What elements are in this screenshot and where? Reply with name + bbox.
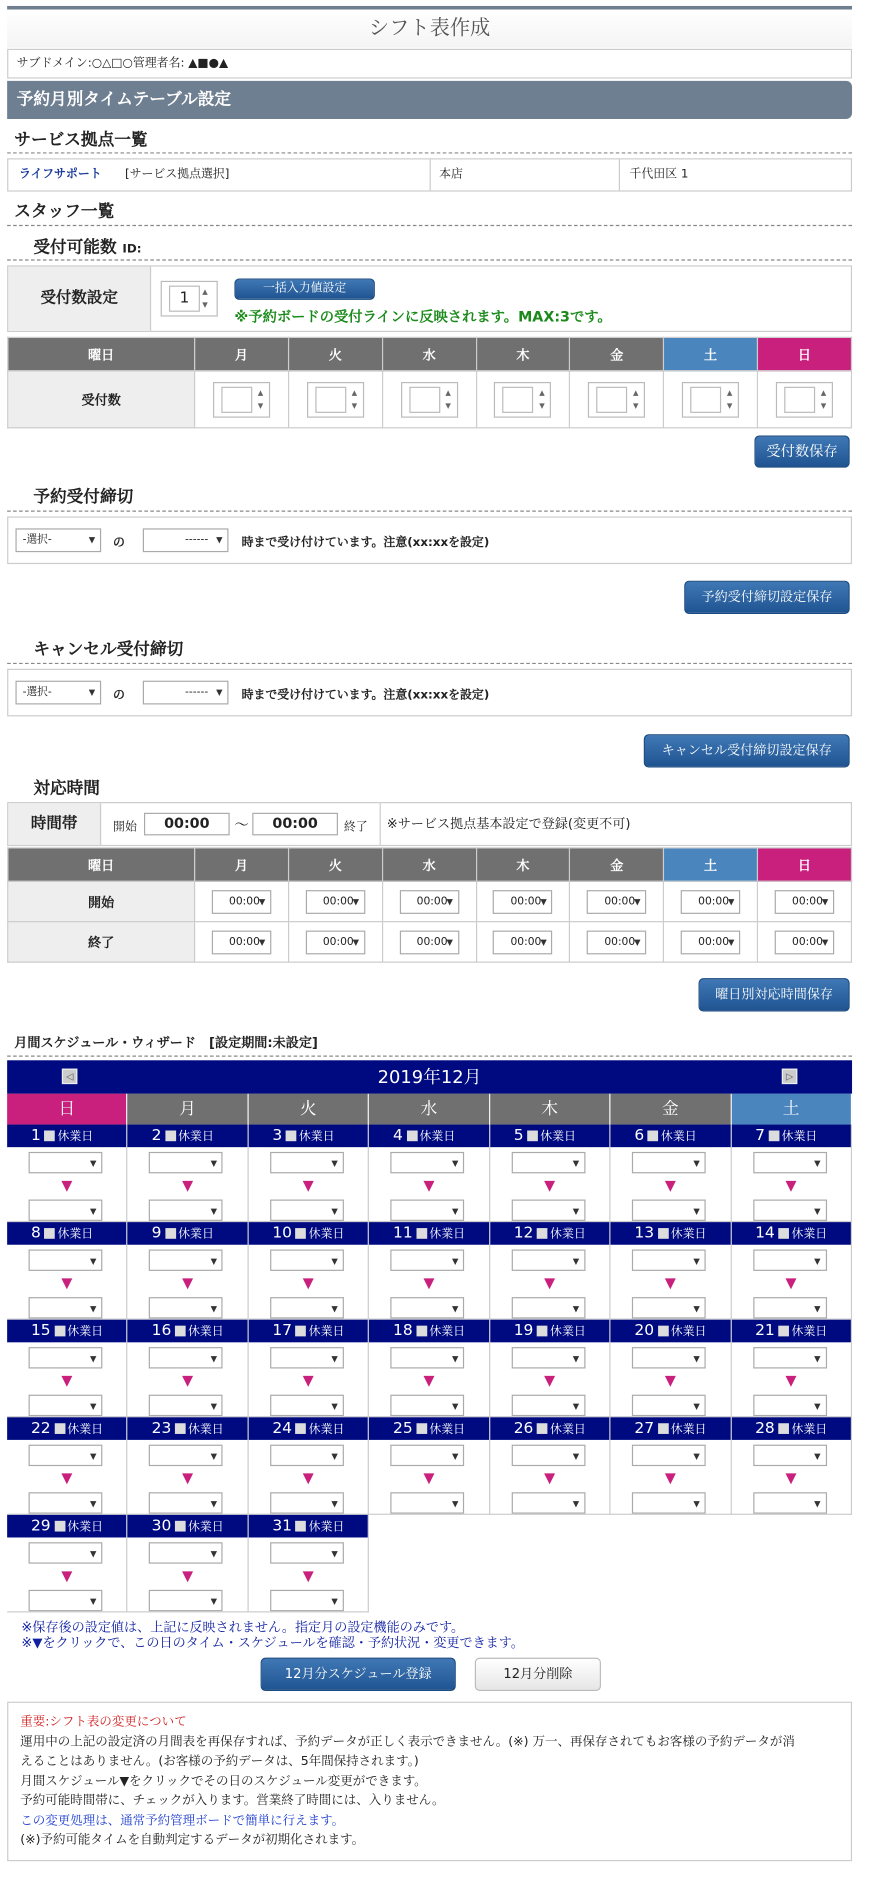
delete-schedule-button[interactable]: 12月分削除: [475, 1658, 601, 1691]
day-schedule-icon[interactable]: ▼: [544, 1274, 556, 1292]
calendar-day: 17 休業日 ▼ ▼ ▼: [249, 1320, 370, 1418]
reserve-deadline-save-button[interactable]: 予約受付締切設定保存: [684, 581, 849, 614]
day-start-select[interactable]: [149, 1347, 223, 1368]
day-end-select[interactable]: [29, 1297, 103, 1318]
capacity-heading: 受付可能数 ID:: [33, 238, 142, 258]
service-heading: サービス拠点一覧: [14, 130, 148, 150]
cancel-deadline-row: -選択- ▼ の ------ ▼ 時まで受け付けています。注意(xx:xxを設定): [7, 669, 852, 717]
calendar-day: 25 休業日 ▼ ▼ ▼: [369, 1417, 490, 1515]
end-sat-select[interactable]: 00:00 ▼: [681, 930, 741, 954]
day-end-select[interactable]: [149, 1200, 223, 1221]
holiday-checkbox[interactable]: [416, 1423, 427, 1434]
day-end-select[interactable]: [391, 1492, 465, 1513]
calendar-day: 19 休業日 ▼ ▼ ▼: [490, 1320, 611, 1418]
day-schedule-icon[interactable]: ▼: [664, 1176, 676, 1194]
day-start-select[interactable]: [632, 1347, 706, 1368]
holiday-checkbox[interactable]: [769, 1131, 780, 1142]
day-start-select[interactable]: [149, 1250, 223, 1271]
hours-table: 曜日 月 火 水 木 金 土 日 開始 00:00 ▼ 00:00 ▼ 00:00 ▼ 00:00 ▼ 00:00 ▼ 00:00 ▼ 00:00 ▼ 終了 00:00 ▼ 00:00 ▼ 00:00 ▼ 00:00 ▼ 00:00 ▼ 00:00 ▼ 00:00 ▼: [7, 847, 852, 962]
calendar-day: 2 休業日 ▼ ▼ ▼: [128, 1125, 249, 1223]
weekday-header: 木: [490, 1094, 611, 1125]
calendar-day: 4 休業日 ▼ ▼ ▼: [369, 1125, 490, 1223]
day-number: 16: [151, 1322, 172, 1340]
capacity-setting: [7, 265, 852, 332]
capacity-sun[interactable]: ▲ ▼: [776, 381, 833, 417]
holiday-checkbox[interactable]: [44, 1131, 55, 1142]
day-number: 17: [272, 1322, 293, 1340]
calendar-day: 15 休業日 ▼ ▼ ▼: [7, 1320, 128, 1418]
weekday-header: 金: [611, 1094, 732, 1125]
day-end-select[interactable]: [632, 1395, 706, 1416]
day-end-select[interactable]: [511, 1297, 585, 1318]
holiday-checkbox[interactable]: [658, 1423, 669, 1434]
day-number: 12: [513, 1224, 534, 1243]
day-schedule-icon[interactable]: ▼: [182, 1567, 194, 1584]
day-end-select[interactable]: [753, 1297, 827, 1318]
day-number: 11: [393, 1224, 413, 1243]
day-end-select[interactable]: [149, 1395, 223, 1416]
day-schedule-icon[interactable]: ▼: [664, 1274, 676, 1292]
day-start-select[interactable]: [149, 1542, 223, 1563]
holiday-checkbox[interactable]: [286, 1131, 297, 1142]
day-start-select[interactable]: [270, 1445, 344, 1466]
day-end-select[interactable]: [270, 1297, 344, 1318]
day-schedule-icon[interactable]: ▼: [785, 1274, 797, 1292]
cancel-deadline-save-button[interactable]: キャンセル受付締切設定保存: [644, 734, 850, 767]
calendar-day: 10 休業日 ▼ ▼ ▼: [249, 1222, 370, 1320]
calendar-day: 1 休業日 ▼ ▼ ▼: [7, 1125, 128, 1223]
calendar-day: 5 休業日 ▼ ▼ ▼: [490, 1125, 611, 1223]
day-schedule-icon[interactable]: ▼: [61, 1469, 73, 1487]
capacity-note: ※予約ボードの受付ラインに反映されます。MAX:3です。: [234, 308, 612, 325]
note-1: ※保存後の設定値は、上記に反映されません。指定月の設定機能のみです。: [21, 1619, 465, 1636]
day-schedule-icon[interactable]: ▼: [544, 1372, 556, 1389]
day-start-select[interactable]: [753, 1347, 827, 1368]
calendar-day: 7 休業日 ▼ ▼ ▼: [731, 1125, 852, 1223]
day-number: 21: [755, 1322, 775, 1340]
day-schedule-icon[interactable]: ▼: [61, 1567, 73, 1584]
day-end-select[interactable]: [391, 1297, 465, 1318]
holiday-checkbox[interactable]: [54, 1326, 65, 1337]
day-end-select[interactable]: [29, 1492, 103, 1513]
cancel-day-select[interactable]: -選択- ▼: [15, 681, 101, 705]
holiday-checkbox[interactable]: [416, 1228, 427, 1239]
holiday-checkbox[interactable]: [527, 1131, 538, 1142]
holiday-checkbox[interactable]: [537, 1326, 548, 1337]
capacity-stepper[interactable]: 1 ▲ ▼: [161, 281, 218, 317]
day-schedule-icon[interactable]: ▼: [302, 1176, 314, 1194]
day-start-select[interactable]: [632, 1250, 706, 1271]
day-number: 1: [30, 1126, 41, 1145]
holiday-checkbox[interactable]: [296, 1326, 307, 1337]
holiday-checkbox[interactable]: [44, 1228, 55, 1239]
day-schedule-icon[interactable]: ▼: [664, 1372, 676, 1389]
day-end-select[interactable]: [29, 1200, 103, 1221]
weekday-header: 水: [369, 1094, 490, 1125]
day-end-select[interactable]: [753, 1200, 827, 1221]
day-number: 9: [151, 1224, 162, 1243]
holiday-checkbox[interactable]: [658, 1326, 669, 1337]
day-schedule-icon[interactable]: ▼: [61, 1274, 73, 1292]
day-schedule-icon[interactable]: ▼: [544, 1469, 556, 1487]
day-start-select[interactable]: [391, 1347, 465, 1368]
day-end-select[interactable]: [753, 1492, 827, 1513]
hours-save-button[interactable]: 曜日別対応時間保存: [699, 978, 850, 1011]
day-schedule-icon[interactable]: ▼: [423, 1469, 435, 1487]
day-schedule-icon[interactable]: ▼: [182, 1176, 194, 1194]
day-start-select[interactable]: [270, 1347, 344, 1368]
day-number: 26: [513, 1419, 534, 1438]
day-number: 14: [755, 1224, 775, 1243]
capacity-thu[interactable]: ▲ ▼: [494, 381, 551, 417]
weekday-header: 火: [249, 1094, 370, 1125]
day-start-select[interactable]: [632, 1445, 706, 1466]
calendar-day: 18 休業日 ▼ ▼ ▼: [369, 1320, 490, 1418]
bulk-set-button[interactable]: 一括入力値設定: [234, 278, 374, 299]
day-number: 13: [634, 1224, 655, 1243]
day-start-select[interactable]: [753, 1445, 827, 1466]
capacity-table: 曜日 月 火 水 木 金 土 日 受付数 ▲ ▼ ▲ ▼ ▲ ▼ ▲ ▼ ▲ ▼ ▲ ▼ ▲ ▼: [7, 337, 852, 429]
day-number: 18: [393, 1322, 413, 1340]
day-start-select[interactable]: [29, 1445, 103, 1466]
service-select-link[interactable]: [サービス拠点選択]: [124, 167, 230, 181]
day-start-select[interactable]: [391, 1445, 465, 1466]
day-number: 20: [634, 1322, 655, 1340]
calendar-day: 8 休業日 ▼ ▼ ▼: [7, 1222, 128, 1320]
weekday-header: 土: [731, 1094, 852, 1125]
holiday-checkbox[interactable]: [416, 1326, 427, 1337]
day-schedule-icon[interactable]: ▼: [61, 1176, 73, 1194]
day-start-select[interactable]: [270, 1250, 344, 1271]
day-start-select[interactable]: [511, 1347, 585, 1368]
day-start-select[interactable]: [270, 1542, 344, 1563]
end-mon-select[interactable]: 00:00 ▼: [212, 930, 272, 954]
holiday-checkbox[interactable]: [778, 1326, 789, 1337]
day-schedule-icon[interactable]: ▼: [423, 1176, 435, 1194]
day-start-select[interactable]: [511, 1445, 585, 1466]
holiday-checkbox[interactable]: [175, 1521, 186, 1532]
day-number: 7: [755, 1126, 765, 1145]
calendar-day: 30 休業日 ▼ ▼ ▼: [128, 1515, 249, 1613]
day-start-select[interactable]: [391, 1152, 465, 1173]
day-schedule-icon[interactable]: ▼: [785, 1372, 797, 1389]
start-mon-select[interactable]: 00:00 ▼: [212, 890, 272, 914]
capacity-tue[interactable]: ▲ ▼: [307, 381, 364, 417]
address: 千代田区 1: [629, 167, 689, 181]
subdomain-info: サブドメイン:○△□○管理者名: ▲■●▲: [7, 49, 852, 79]
day-end-select[interactable]: [270, 1395, 344, 1416]
holiday-checkbox[interactable]: [537, 1423, 548, 1434]
holiday-checkbox[interactable]: [165, 1228, 176, 1239]
next-month-icon[interactable]: ▷: [782, 1069, 797, 1084]
holiday-checkbox[interactable]: [296, 1228, 307, 1239]
day-schedule-icon[interactable]: ▼: [182, 1274, 194, 1292]
calendar-day: 12 休業日 ▼ ▼ ▼: [490, 1222, 611, 1320]
calendar-day: 27 休業日 ▼ ▼ ▼: [611, 1417, 732, 1515]
calendar-day: 31 休業日 ▼ ▼ ▼: [249, 1515, 370, 1613]
day-end-select[interactable]: [511, 1395, 585, 1416]
day-start-select[interactable]: [753, 1250, 827, 1271]
day-number: 8: [30, 1224, 41, 1243]
day-start-select[interactable]: [149, 1152, 223, 1173]
day-schedule-icon[interactable]: ▼: [61, 1372, 73, 1389]
day-number: 10: [272, 1224, 293, 1243]
register-schedule-button[interactable]: 12月分スケジュール登録: [261, 1658, 456, 1691]
day-number: 4: [393, 1126, 403, 1145]
day-start-select[interactable]: [511, 1250, 585, 1271]
holiday-checkbox[interactable]: [658, 1228, 669, 1239]
day-number: 27: [634, 1419, 655, 1438]
holiday-checkbox[interactable]: [778, 1423, 789, 1434]
holiday-checkbox[interactable]: [648, 1131, 659, 1142]
day-number: 19: [513, 1322, 534, 1340]
day-schedule-icon[interactable]: ▼: [785, 1469, 797, 1487]
start-sat-select[interactable]: 00:00 ▼: [681, 890, 741, 914]
calendar-day: 14 休業日 ▼ ▼ ▼: [731, 1222, 852, 1320]
calendar-month: 2019年12月: [377, 1066, 482, 1088]
day-schedule-icon[interactable]: ▼: [664, 1469, 676, 1487]
end-sun-select[interactable]: 00:00 ▼: [775, 930, 835, 954]
calendar-day: 16 休業日 ▼ ▼ ▼: [128, 1320, 249, 1418]
day-number: 24: [272, 1419, 293, 1438]
reserve-time-select[interactable]: ------ ▼: [143, 528, 229, 552]
important-notice: 重要:シフト表の変更について 運用中の上記の設定済の月間表を再保存すれば、予約データが正しく表示できません。(※) 万一、再保存されてもお客様の予約データが消 えることはありません。(お客様の予約データは、5年間保持されます。) 月間スケジュール▼をクリックでその日のスケジュール変更ができます。 予約可能時間帯に、チェックが入ります。営業終了時間には、入りません。 この変更処理は、通常予約管理ボードで簡単に行えます。 (※)予約可能タイムを自動判定するデータが初期化されます。: [7, 1702, 852, 1861]
calendar-day: 22 休業日 ▼ ▼ ▼: [7, 1417, 128, 1515]
capacity-save-button[interactable]: 受付数保存: [754, 436, 849, 468]
calendar-day: 28 休業日 ▼ ▼ ▼: [731, 1417, 852, 1515]
day-end-select[interactable]: [511, 1200, 585, 1221]
holiday-checkbox[interactable]: [175, 1423, 186, 1434]
day-end-select[interactable]: [149, 1297, 223, 1318]
start-thu-select[interactable]: 00:00 ▼: [493, 890, 552, 914]
staff-heading: スタッフ一覧: [14, 202, 115, 222]
start-time-input[interactable]: 00:00: [144, 813, 230, 836]
end-thu-select[interactable]: 00:00 ▼: [493, 930, 552, 954]
holiday-checkbox[interactable]: [778, 1228, 789, 1239]
holiday-checkbox[interactable]: [296, 1423, 307, 1434]
day-schedule-icon[interactable]: ▼: [302, 1372, 314, 1389]
day-start-select[interactable]: [753, 1152, 827, 1173]
section-title: 予約月別タイムテーブル設定: [7, 81, 852, 119]
cancel-time-select[interactable]: ------ ▼: [143, 681, 229, 705]
start-fri-select[interactable]: 00:00 ▼: [587, 890, 647, 914]
calendar-day: 11 休業日 ▼ ▼ ▼: [369, 1222, 490, 1320]
day-end-select[interactable]: [29, 1590, 103, 1611]
hours-heading: 対応時間: [33, 779, 100, 799]
day-end-select[interactable]: [149, 1590, 223, 1611]
day-schedule-icon[interactable]: ▼: [302, 1469, 314, 1487]
day-end-select[interactable]: [149, 1492, 223, 1513]
day-start-select[interactable]: [29, 1347, 103, 1368]
calendar-day: 29 休業日 ▼ ▼ ▼: [7, 1515, 128, 1613]
day-number: 29: [30, 1517, 51, 1536]
holiday-checkbox[interactable]: [537, 1228, 548, 1239]
reserve-deadline-row: -選択- ▼ の ------ ▼ 時まで受け付けています。注意(xx:xxを設定): [7, 516, 852, 564]
day-start-select[interactable]: [29, 1152, 103, 1173]
day-number: 15: [30, 1322, 51, 1340]
calendar-day: 6 休業日 ▼ ▼ ▼: [611, 1125, 732, 1223]
capacity-sat[interactable]: ▲ ▼: [682, 381, 739, 417]
capacity-fri[interactable]: ▲ ▼: [588, 381, 645, 417]
day-schedule-icon[interactable]: ▼: [302, 1567, 314, 1584]
cancel-deadline-heading: キャンセル受付締切: [33, 640, 184, 660]
holiday-checkbox[interactable]: [406, 1131, 417, 1142]
day-start-select[interactable]: [29, 1542, 103, 1563]
capacity-mon[interactable]: ▲ ▼: [213, 381, 270, 417]
calendar: [7, 1060, 852, 1612]
prev-month-icon[interactable]: ◁: [62, 1069, 77, 1084]
day-number: 23: [151, 1419, 172, 1438]
day-schedule-icon[interactable]: ▼: [182, 1372, 194, 1389]
day-number: 30: [151, 1517, 172, 1536]
hours-note: ※サービス拠点基本設定で登録(変更不可): [386, 816, 631, 832]
day-number: 25: [393, 1419, 413, 1438]
calendar-day: 23 休業日 ▼ ▼ ▼: [128, 1417, 249, 1515]
day-schedule-icon[interactable]: ▼: [423, 1372, 435, 1389]
day-number: 2: [151, 1126, 162, 1145]
day-schedule-icon[interactable]: ▼: [423, 1274, 435, 1292]
end-time-input[interactable]: 00:00: [252, 813, 338, 836]
day-end-select[interactable]: [753, 1395, 827, 1416]
day-end-select[interactable]: [632, 1492, 706, 1513]
day-schedule-icon[interactable]: ▼: [302, 1274, 314, 1292]
branch-name: 本店: [439, 167, 463, 181]
note-2: ※▼をクリックで、この日のタイム・スケジュールを確認・予約状況・変更できます。: [21, 1635, 524, 1651]
reserve-deadline-heading: 予約受付締切: [33, 487, 134, 507]
calendar-day: 24 休業日 ▼ ▼ ▼: [249, 1417, 370, 1515]
holiday-checkbox[interactable]: [54, 1521, 65, 1532]
weekday-header: 月: [128, 1094, 249, 1125]
wizard-heading: 月間スケジュール・ウィザード [設定期間:未設定]: [14, 1035, 318, 1051]
calendar-day: 20 休業日 ▼ ▼ ▼: [611, 1320, 732, 1418]
service-name-link[interactable]: ライフサポート: [19, 167, 102, 181]
day-number: 3: [272, 1126, 283, 1145]
day-start-select[interactable]: [511, 1152, 585, 1173]
reserve-day-select[interactable]: -選択- ▼: [15, 528, 101, 552]
day-end-select[interactable]: [391, 1200, 465, 1221]
day-start-select[interactable]: [29, 1250, 103, 1271]
day-number: 6: [634, 1126, 645, 1145]
capacity-setting-label: 受付数設定: [8, 267, 151, 331]
day-number: 22: [30, 1419, 51, 1438]
holiday-checkbox[interactable]: [175, 1326, 186, 1337]
day-end-select[interactable]: [270, 1590, 344, 1611]
calendar-day: 13 休業日 ▼ ▼ ▼: [611, 1222, 732, 1320]
end-fri-select[interactable]: 00:00 ▼: [587, 930, 647, 954]
calendar-day: 9 休業日 ▼ ▼ ▼: [128, 1222, 249, 1320]
weekday-header: 日: [7, 1094, 128, 1125]
capacity-wed[interactable]: ▲ ▼: [401, 381, 458, 417]
day-number: 5: [513, 1126, 524, 1145]
day-end-select[interactable]: [391, 1395, 465, 1416]
holiday-checkbox[interactable]: [54, 1423, 65, 1434]
day-schedule-icon[interactable]: ▼: [785, 1176, 797, 1194]
start-tue-select[interactable]: 00:00 ▼: [306, 890, 366, 914]
page-title: シフト表作成: [7, 6, 852, 48]
hours-row: 時間帯 開始 00:00 〜 00:00 終了 ※サービス拠点基本設定で登録(変更不可): [7, 802, 852, 846]
end-tue-select[interactable]: 00:00 ▼: [306, 930, 366, 954]
day-end-select[interactable]: [270, 1200, 344, 1221]
start-wed-select[interactable]: 00:00 ▼: [399, 890, 459, 914]
day-start-select[interactable]: [270, 1152, 344, 1173]
start-sun-select[interactable]: 00:00 ▼: [775, 890, 835, 914]
day-number: 31: [272, 1517, 293, 1536]
day-start-select[interactable]: [391, 1250, 465, 1271]
day-end-select[interactable]: [270, 1492, 344, 1513]
day-end-select[interactable]: [29, 1395, 103, 1416]
day-start-select[interactable]: [632, 1152, 706, 1173]
day-schedule-icon[interactable]: ▼: [544, 1176, 556, 1194]
holiday-checkbox[interactable]: [296, 1521, 307, 1532]
calendar-day: 26 休業日 ▼ ▼ ▼: [490, 1417, 611, 1515]
day-end-select[interactable]: [632, 1200, 706, 1221]
day-start-select[interactable]: [149, 1445, 223, 1466]
day-schedule-icon[interactable]: ▼: [182, 1469, 194, 1487]
day-end-select[interactable]: [511, 1492, 585, 1513]
service-row: [7, 158, 852, 191]
holiday-checkbox[interactable]: [165, 1131, 176, 1142]
day-end-select[interactable]: [632, 1297, 706, 1318]
calendar-day: 3 休業日 ▼ ▼ ▼: [249, 1125, 370, 1223]
day-number: 28: [755, 1419, 775, 1438]
calendar-day: 21 休業日 ▼ ▼ ▼: [731, 1320, 852, 1418]
end-wed-select[interactable]: 00:00 ▼: [399, 930, 459, 954]
